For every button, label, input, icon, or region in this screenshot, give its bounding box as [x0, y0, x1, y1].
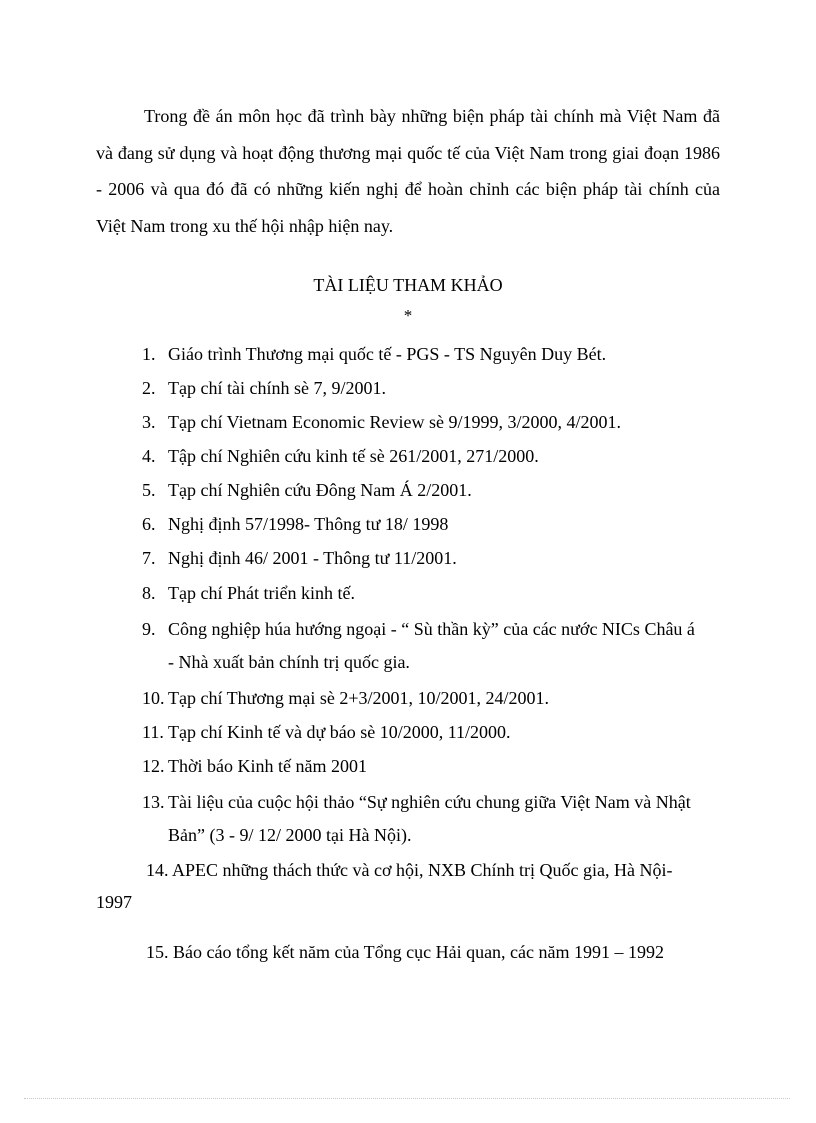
- reference-item: [142, 406, 621, 439]
- reference-text: Tạp chí Phát triển kinh tế.: [168, 583, 355, 603]
- reference-number: 2.: [142, 378, 156, 398]
- reference-item: [142, 716, 511, 749]
- reference-text: Tạp chí tài chính sè 7, 9/2001.: [168, 378, 386, 398]
- reference-text: Tạp chí Kinh tế và dự báo sè 10/2000, 11/2000.: [168, 722, 511, 742]
- reference-item: [142, 372, 386, 405]
- reference-number: 5.: [142, 480, 156, 500]
- page-bottom-rule: [24, 1098, 790, 1099]
- reference-text: Tạp chí Vietnam Economic Review sè 9/1999, 3/2000, 4/2001.: [168, 412, 622, 432]
- reference-item: [146, 936, 664, 969]
- reference-item: [142, 440, 539, 473]
- reference-number: 12.: [142, 756, 165, 776]
- reference-number: 11.: [142, 722, 164, 742]
- conclusion-paragraph: Trong đề án môn học đã trình bày những biện pháp tài chính mà Việt Nam đã và đang sử dụng và hoạt động thương mại quốc tế của Việt Nam trong giai đoạn 1986 - 2006 và qua đó đã có những kiến nghị để hoàn chỉnh các biện pháp tài chính của Việt Nam trong xu thế hội nhập hiện nay.: [96, 106, 720, 236]
- reference-number: 10.: [142, 688, 165, 708]
- reference-number: 1.: [142, 344, 156, 364]
- reference-number: 3.: [142, 412, 156, 432]
- reference-text: APEC những thách thức và cơ hội, NXB Chính trị Quốc gia, Hà Nội-: [172, 860, 673, 880]
- reference-item: [142, 577, 355, 610]
- reference-text-continued: Bản” (3 - 9/ 12/ 2000 tại Hà Nội).: [168, 825, 412, 845]
- reference-number: 7.: [142, 548, 156, 568]
- references-heading: TÀI LIỆU THAM KHẢO: [313, 275, 503, 295]
- reference-number: 13.: [142, 792, 165, 812]
- reference-number: 15.: [146, 942, 169, 962]
- reference-item: [142, 682, 549, 715]
- reference-item: [142, 474, 472, 507]
- reference-text: Giáo trình Thương mại quốc tế - PGS - TS Nguyên Duy Bét.: [168, 344, 607, 364]
- reference-text: Nghị định 46/ 2001 - Thông tư 11/2001.: [168, 548, 457, 568]
- reference-item: [146, 854, 672, 887]
- reference-text-continued: 1997: [96, 892, 132, 912]
- reference-item: [142, 542, 457, 575]
- reference-number: 4.: [142, 446, 156, 466]
- reference-text: Tài liệu của cuộc hội thảo “Sự nghiên cứu chung giữa Việt Nam và Nhật: [168, 792, 691, 812]
- reference-text: Nghị định 57/1998- Thông tư 18/ 1998: [168, 514, 449, 534]
- reference-number: 9.: [142, 619, 156, 639]
- reference-item: [142, 613, 695, 679]
- reference-item: [142, 786, 691, 852]
- reference-number: 8.: [142, 583, 156, 603]
- heading-ornament: *: [403, 306, 413, 325]
- reference-item: [142, 508, 448, 541]
- reference-text: Tạp chí Thương mại sè 2+3/2001, 10/2001, 24/2001.: [168, 688, 550, 708]
- reference-text: Công nghiệp húa hướng ngoại - “ Sù thần kỳ” của các nước NICs Châu á: [168, 619, 695, 639]
- reference-item: [142, 338, 606, 371]
- reference-text: Báo cáo tổng kết năm của Tổng cục Hải quan, các năm 1991 – 1992: [173, 942, 665, 962]
- reference-item: [142, 750, 367, 783]
- reference-number: 14.: [146, 860, 169, 880]
- reference-text: Tập chí Nghiên cứu kinh tế sè 261/2001, 271/2000.: [168, 446, 539, 466]
- reference-text-continued: - Nhà xuất bản chính trị quốc gia.: [168, 652, 410, 672]
- reference-number: 6.: [142, 514, 156, 534]
- reference-text: Tạp chí Nghiên cứu Đông Nam Á 2/2001.: [168, 480, 472, 500]
- reference-text: Thời báo Kinh tế năm 2001: [168, 756, 367, 776]
